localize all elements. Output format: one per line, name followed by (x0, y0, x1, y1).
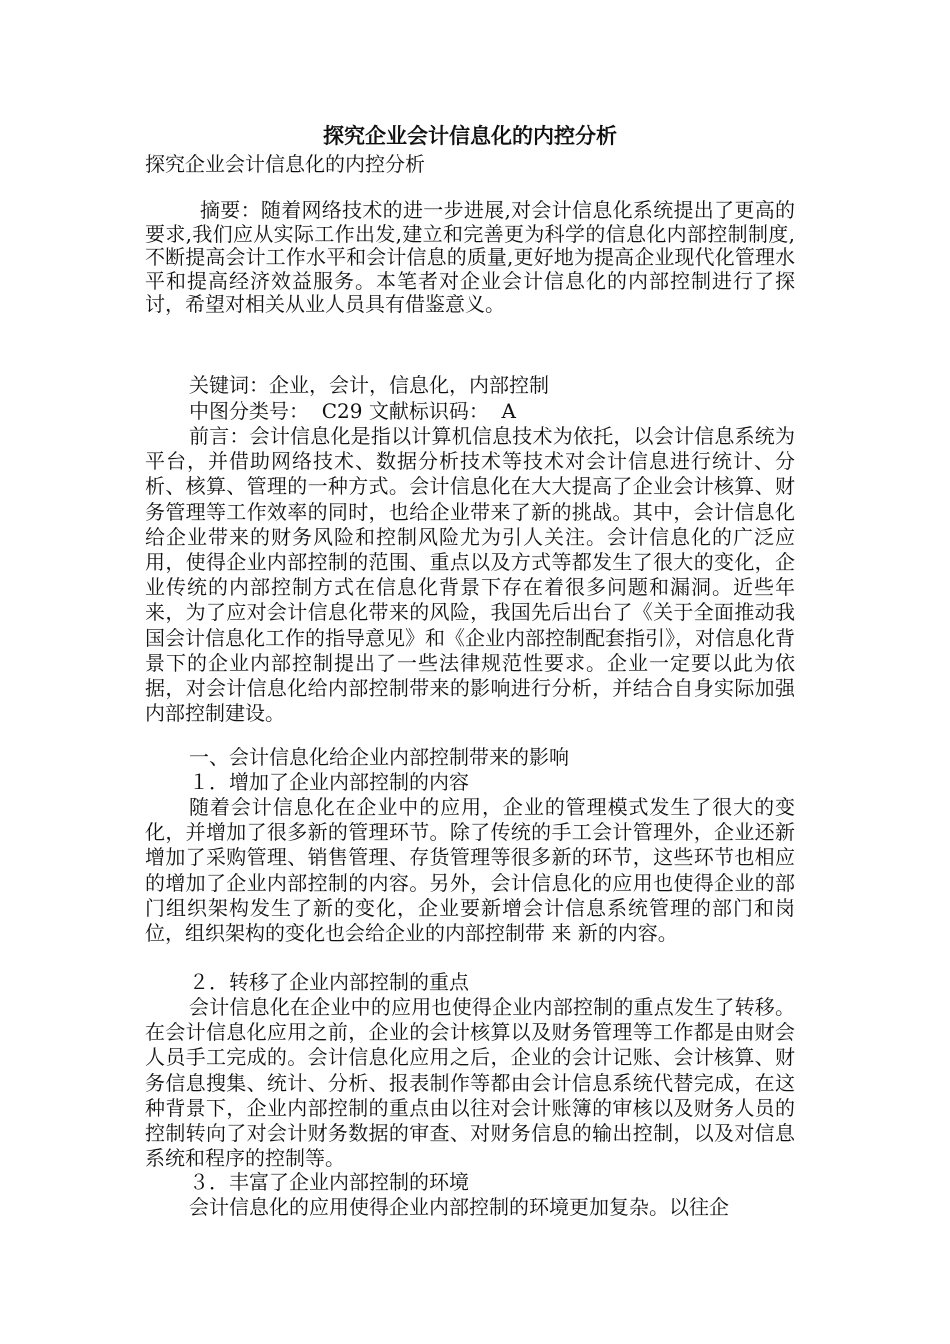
subsection-1-heading: １．增加了企业内部控制的内容 (189, 770, 469, 794)
subsection-2-heading: ２．转移了企业内部控制的重点 (189, 970, 469, 994)
abstract-paragraph: 摘要：随着网络技术的进一步进展,对会计信息化系统提出了更高的要求,我们应从实际工作出发,建立和完善更为科学的信息化内部控制制度,不断提高会计工作水平和会计信息的质量,更好地为提高企业现代化管理水平和提高经济效益服务。本笔者对企业会计信息化的内部控制进行了探讨，希望对相关从业人员具有借鉴意义。 (145, 198, 795, 317)
subsection-3-heading: ３．丰富了企业内部控制的环境 (189, 1170, 469, 1194)
section-1-heading: 一、会计信息化给企业内部控制带来的影响 (189, 745, 569, 769)
subsection-2-paragraph: 会计信息化在企业中的应用也使得企业内部控制的重点发生了转移。在会计信息化应用之前，企业的会计核算以及财务管理等工作都是由财会人员手工完成的。会计信息化应用之后，企业的会计记账、会计核算、财务信息搜集、统计、分析、报表制作等都由会计信息系统代替完成，在这种背景下，企业内部控制的重点由以往对会计账簿的审核以及财务人员的控制转向了对会计财务数据的审查、对财务信息的输出控制，以及对信息系统和程序的控制等。 (145, 995, 795, 1171)
document-title: 探究企业会计信息化的内控分析 (323, 123, 617, 148)
intro-paragraph: 前言：会计信息化是指以计算机信息技术为依托，以会计信息系统为平台，并借助网络技术、数据分析技术等技术对会计信息进行统计、分析、核算、管理的一种方式。会计信息化在大大提高了企业会计核算、财务管理等工作效率的同时，也给企业带来了新的挑战。其中，会计信息化给企业带来的财务风险和控制风险尤为引人关注。会计信息化的广泛应用，使得企业内部控制的范围、重点以及方式等都发生了很大的变化，企业传统的内部控制方式在信息化背景下存在着很多问题和漏洞。近些年来，为了应对会计信息化带来的风险，我国先后出台了《关于全面推动我国会计信息化工作的指导意见》和《企业内部控制配套指引》，对信息化背景下的企业内部控制提出了一些法律规范性要求。企业一定要以此为依据，对会计信息化给内部控制带来的影响进行分析，并结合自身实际加强内部控制建设。 (145, 424, 795, 726)
subsection-3-paragraph: 会计信息化的应用使得企业内部控制的环境更加复杂。以往企 (189, 1195, 729, 1219)
document-subtitle: 探究企业会计信息化的内控分析 (145, 152, 425, 176)
classification-line: 中图分类号： C29 文献标识码： A (189, 399, 516, 423)
keywords-line: 关键词：企业，会计，信息化，内部控制 (189, 373, 549, 397)
subsection-1-paragraph: 随着会计信息化在企业中的应用，企业的管理模式发生了很大的变化，并增加了很多新的管理环节。除了传统的手工会计管理外，企业还新增加了采购管理、销售管理、存货管理等很多新的环节，这些环节也相应的增加了企业内部控制的内容。另外，会计信息化的应用也使得企业的部门组织架构发生了新的变化，企业要新增会计信息系统管理的部门和岗位，组织架构的变化也会给企业的内部控制带 来 新的内容。 (145, 795, 795, 946)
